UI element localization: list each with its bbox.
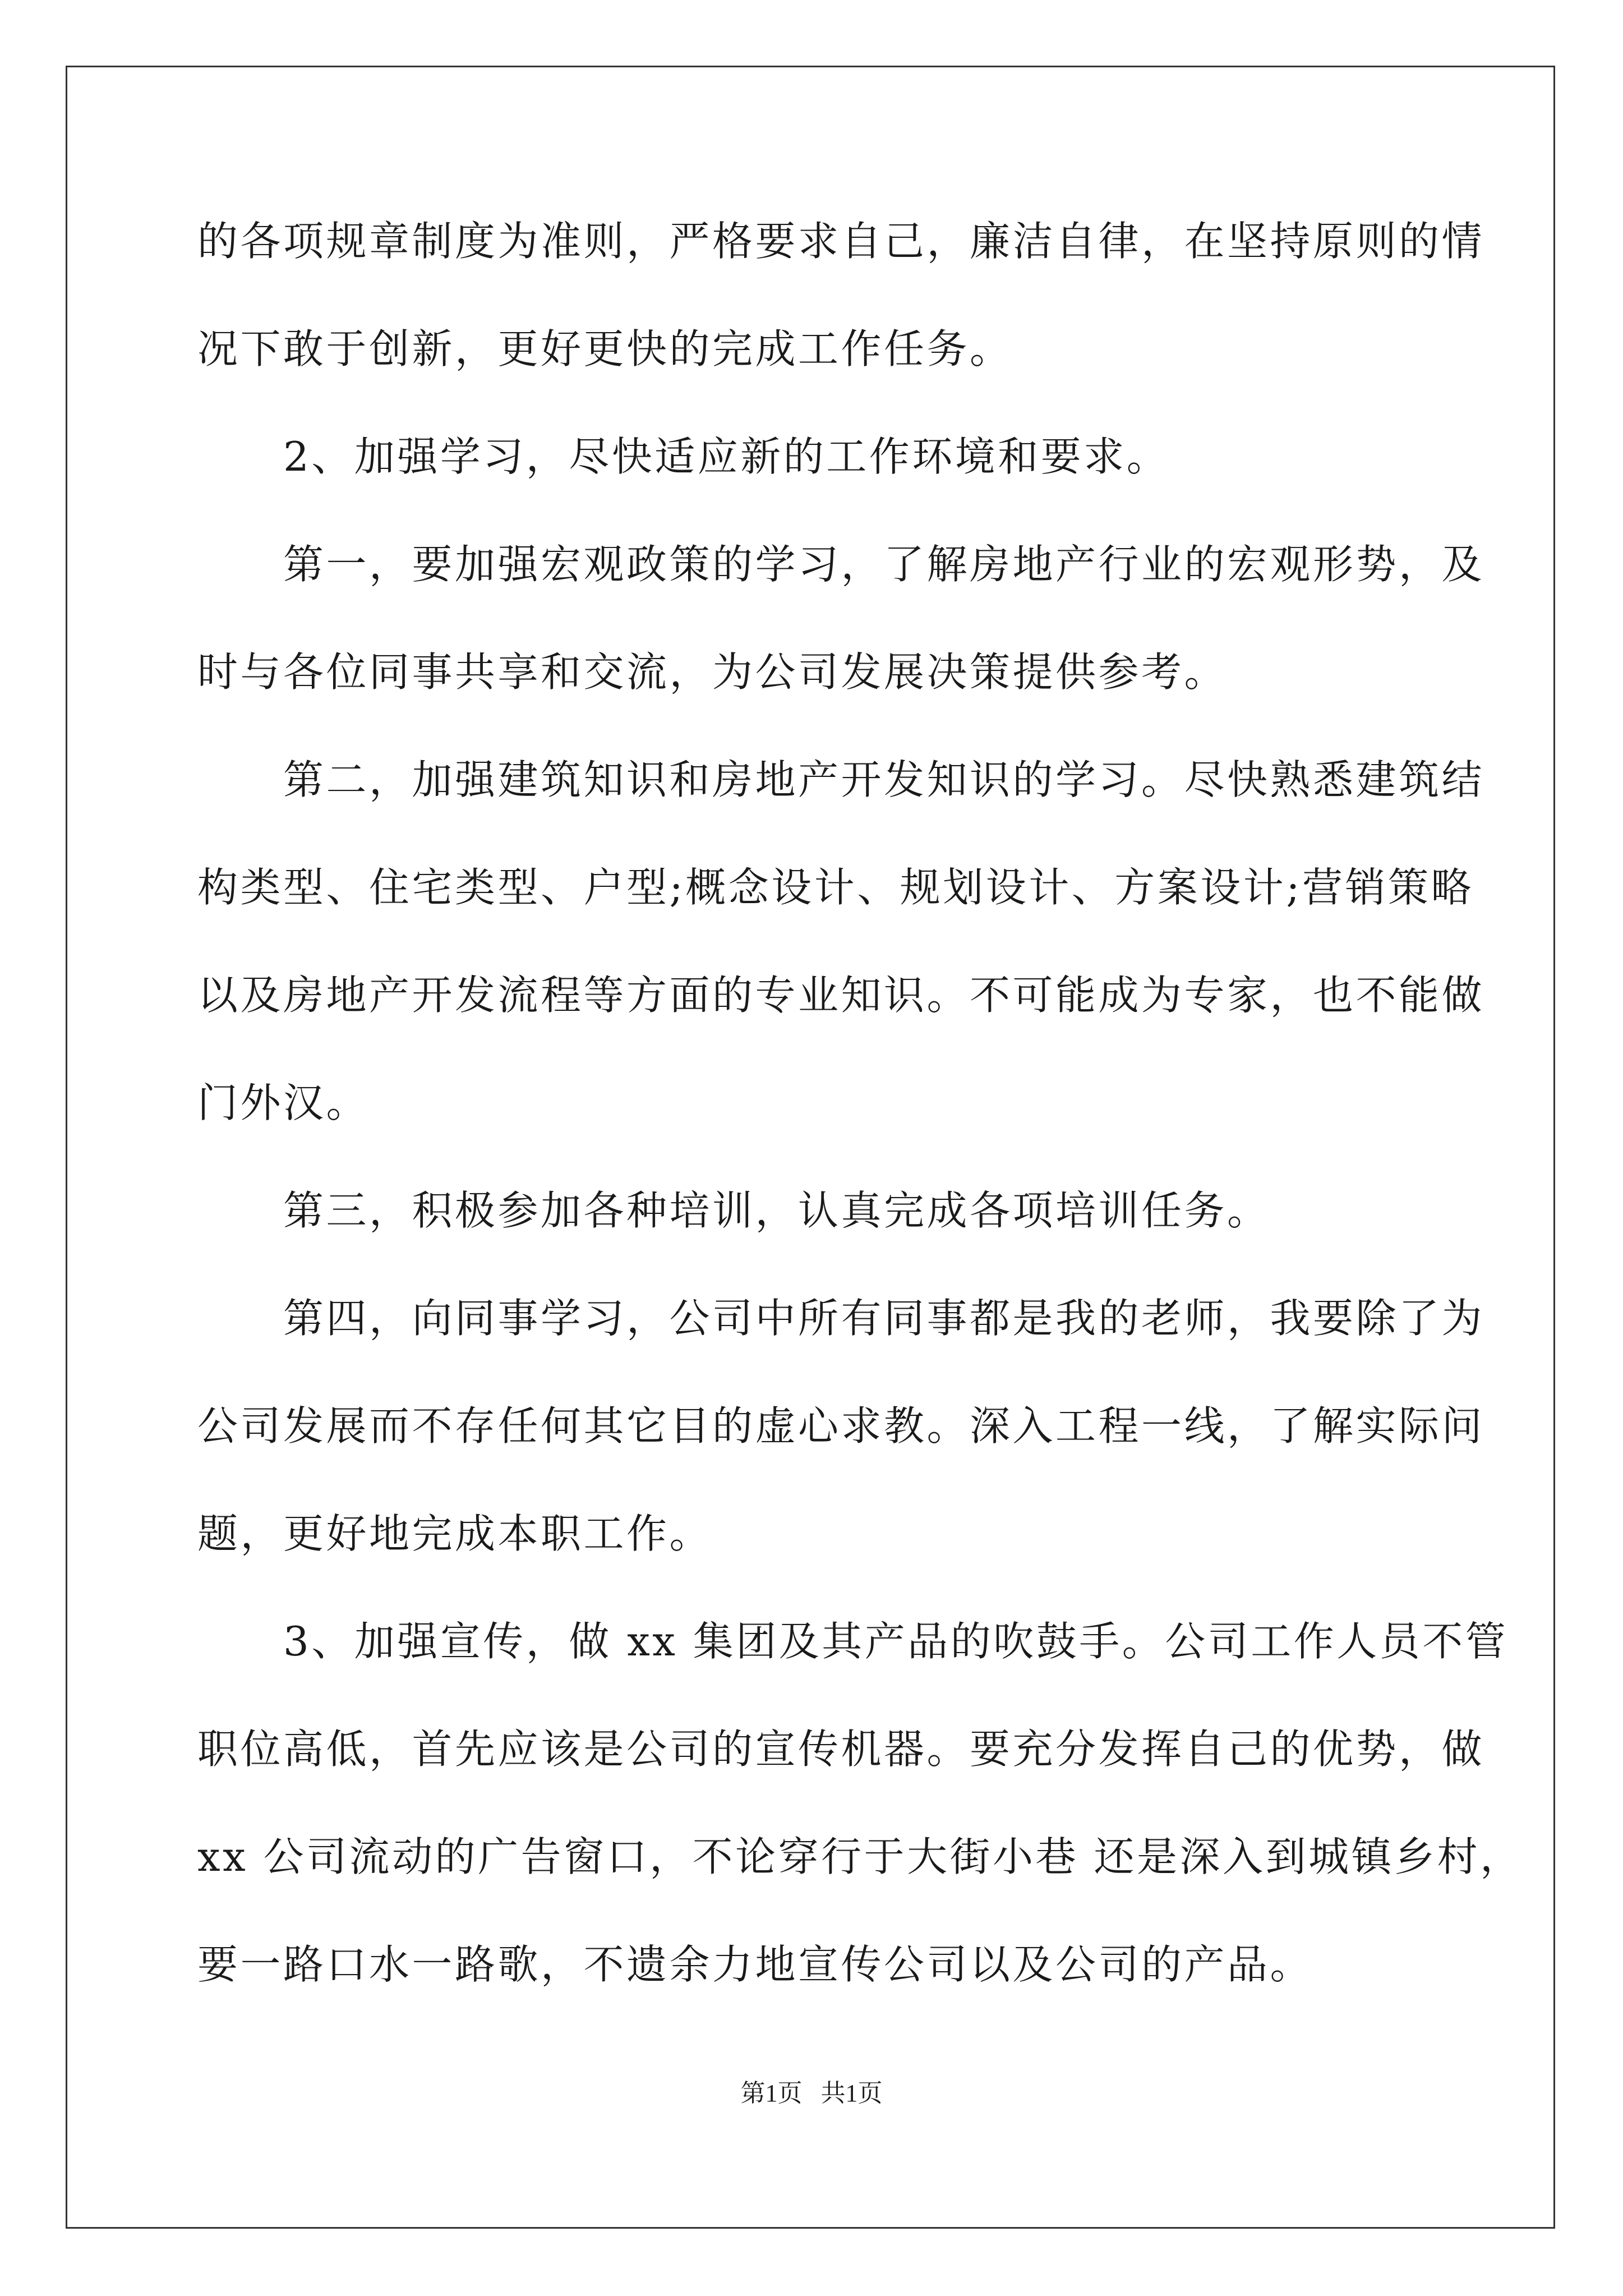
page-footer: 第1页 共1页 [740,2079,883,2107]
text-line: 况下敢于创新，更好更快的完成工作任务。 [197,325,1013,372]
text-line: 3、加强宣传，做 xx 集团及其产品的吹鼓手。公司工作人员不管 [197,1618,1509,1665]
text-line: 职位高低，首先应该是公司的宣传机器。要充分发挥自己的优势，做 [197,1726,1485,1773]
text-line: 时与各位同事共享和交流，为公司发展决策提供参考。 [197,648,1228,696]
text-line: 题，更好地完成本职工作。 [197,1510,713,1557]
text-line: 第一，要加强宏观政策的学习，了解房地产行业的宏观形势，及 [197,541,1485,588]
text-line: 的各项规章制度为准则，严格要求自己，廉洁自律，在坚持原则的情 [197,218,1485,265]
text-line: 2、加强学习，尽快适应新的工作环境和要求。 [197,433,1170,480]
text-line: 要一路口水一路歌，不遗余力地宣传公司以及公司的产品。 [197,1941,1313,1988]
text-line: 门外汉。 [197,1079,370,1126]
text-line: 第四，向同事学习，公司中所有同事都是我的老师，我要除了为 [197,1295,1485,1342]
text-line: 构类型、住宅类型、户型;概念设计、规划设计、方案设计;营销策略 [197,864,1474,911]
text-line: 公司发展而不存任何其它目的虚心求教。深入工程一线，了解实际问 [197,1402,1485,1450]
text-line: 第二，加强建筑知识和房地产开发知识的学习。尽快熟悉建筑结 [197,756,1485,803]
text-line: 以及房地产开发流程等方面的专业知识。不可能成为专家，也不能做 [197,972,1485,1019]
text-line: xx 公司流动的广告窗口，不论穿行于大街小巷 还是深入到城镇乡村， [197,1833,1523,1880]
document-body [197,214,1523,2045]
text-line: 第三，积极参加各种培训，认真完成各项培训任务。 [197,1187,1270,1234]
